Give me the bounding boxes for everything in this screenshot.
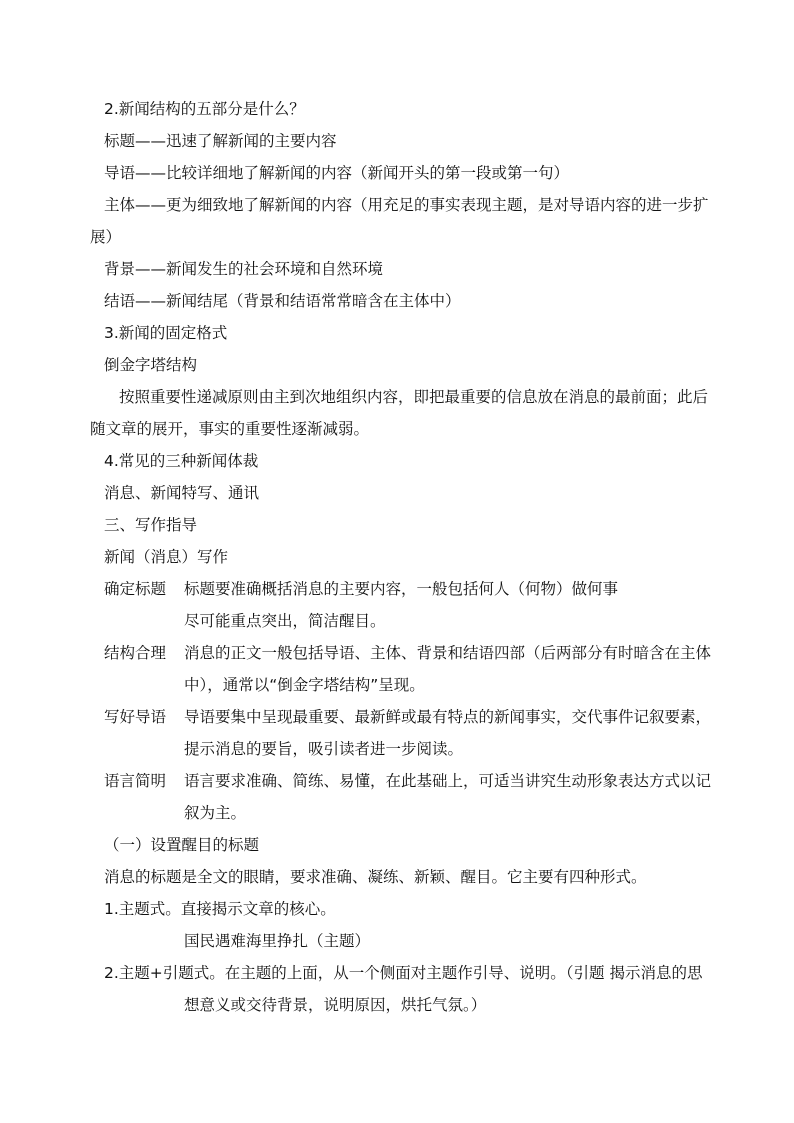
section-3-heading: 三、写作指导 [104, 516, 198, 534]
form-1-example: 国民遇难海里挣扎（主题） [184, 932, 371, 950]
structure-item-body-line2: 展） [90, 228, 122, 246]
pyramid-paragraph-line1: 按照重要性递减原则由主到次地组织内容，即把最重要的信息放在消息的最前面；此后 [119, 388, 709, 406]
pyramid-heading: 倒金字塔结构 [104, 356, 198, 374]
tip-label: 写好导语 [104, 708, 167, 726]
question-3-heading: 3.新闻的固定格式 [104, 324, 228, 342]
tip-text-continuation: 提示消息的要旨，吸引读者进一步阅读。 [184, 740, 464, 758]
structure-item-ending: 结语——新闻结尾（背景和结语常常暗含在主体中） [104, 292, 461, 310]
tip-text-continuation: 中），通常以“倒金字塔结构”呈现。 [184, 676, 425, 694]
question-4-heading: 4.常见的三种新闻体裁 [104, 452, 259, 470]
genres-list: 消息、新闻特写、通讯 [104, 484, 260, 502]
subsection-1-heading: （一）设置醒目的标题 [104, 836, 260, 854]
structure-item-title: 标题——迅速了解新闻的主要内容 [104, 132, 337, 150]
structure-item-background: 背景——新闻发生的社会环境和自然环境 [104, 260, 384, 278]
form-2-line2: 想意义或交待背景，说明原因，烘托气氛。） [184, 996, 487, 1014]
tip-label: 结构合理 [104, 644, 167, 662]
pyramid-paragraph-line2: 随文章的展开，事实的重要性逐渐减弱。 [90, 420, 370, 438]
structure-item-lead: 导语——比较详细地了解新闻的内容（新闻开头的第一段或第一句） [104, 164, 570, 182]
tip-text: 语言要求准确、简练、易懂，在此基础上，可适当讲究生动形象表达方式以记 [184, 772, 712, 790]
tip-text: 消息的正文一般包括导语、主体、背景和结语四部（后两部分有时暗含在主体 [184, 644, 712, 662]
tip-text: 标题要准确概括消息的主要内容，一般包括何人（何物）做何事 [184, 580, 619, 598]
form-2-line1: 2.主题+引题式。在主题的上面，从一个侧面对主题作引导、说明。（引题 揭示消息的思 [104, 964, 703, 982]
title-intro: 消息的标题是全文的眼睛，要求准确、凝练、新颖、醒目。它主要有四种形式。 [104, 868, 647, 886]
question-2-heading: 2.新闻结构的五部分是什么？ [104, 100, 305, 118]
tip-text: 导语要集中呈现最重要、最新鲜或最有特点的新闻事实，交代事件记叙要素， [184, 708, 712, 726]
tip-label: 确定标题 [104, 580, 167, 598]
structure-item-body-line1: 主体——更为细致地了解新闻的内容（用充足的事实表现主题，是对导语内容的进一步扩 [104, 196, 709, 214]
news-writing-heading: 新闻（消息）写作 [104, 548, 229, 566]
tip-text-continuation: 尽可能重点突出，简洁醒目。 [184, 612, 386, 630]
tip-text-continuation: 叙为主。 [184, 804, 247, 822]
tip-label: 语言简明 [104, 772, 167, 790]
form-1: 1.主题式。直接揭示文章的核心。 [104, 900, 336, 918]
